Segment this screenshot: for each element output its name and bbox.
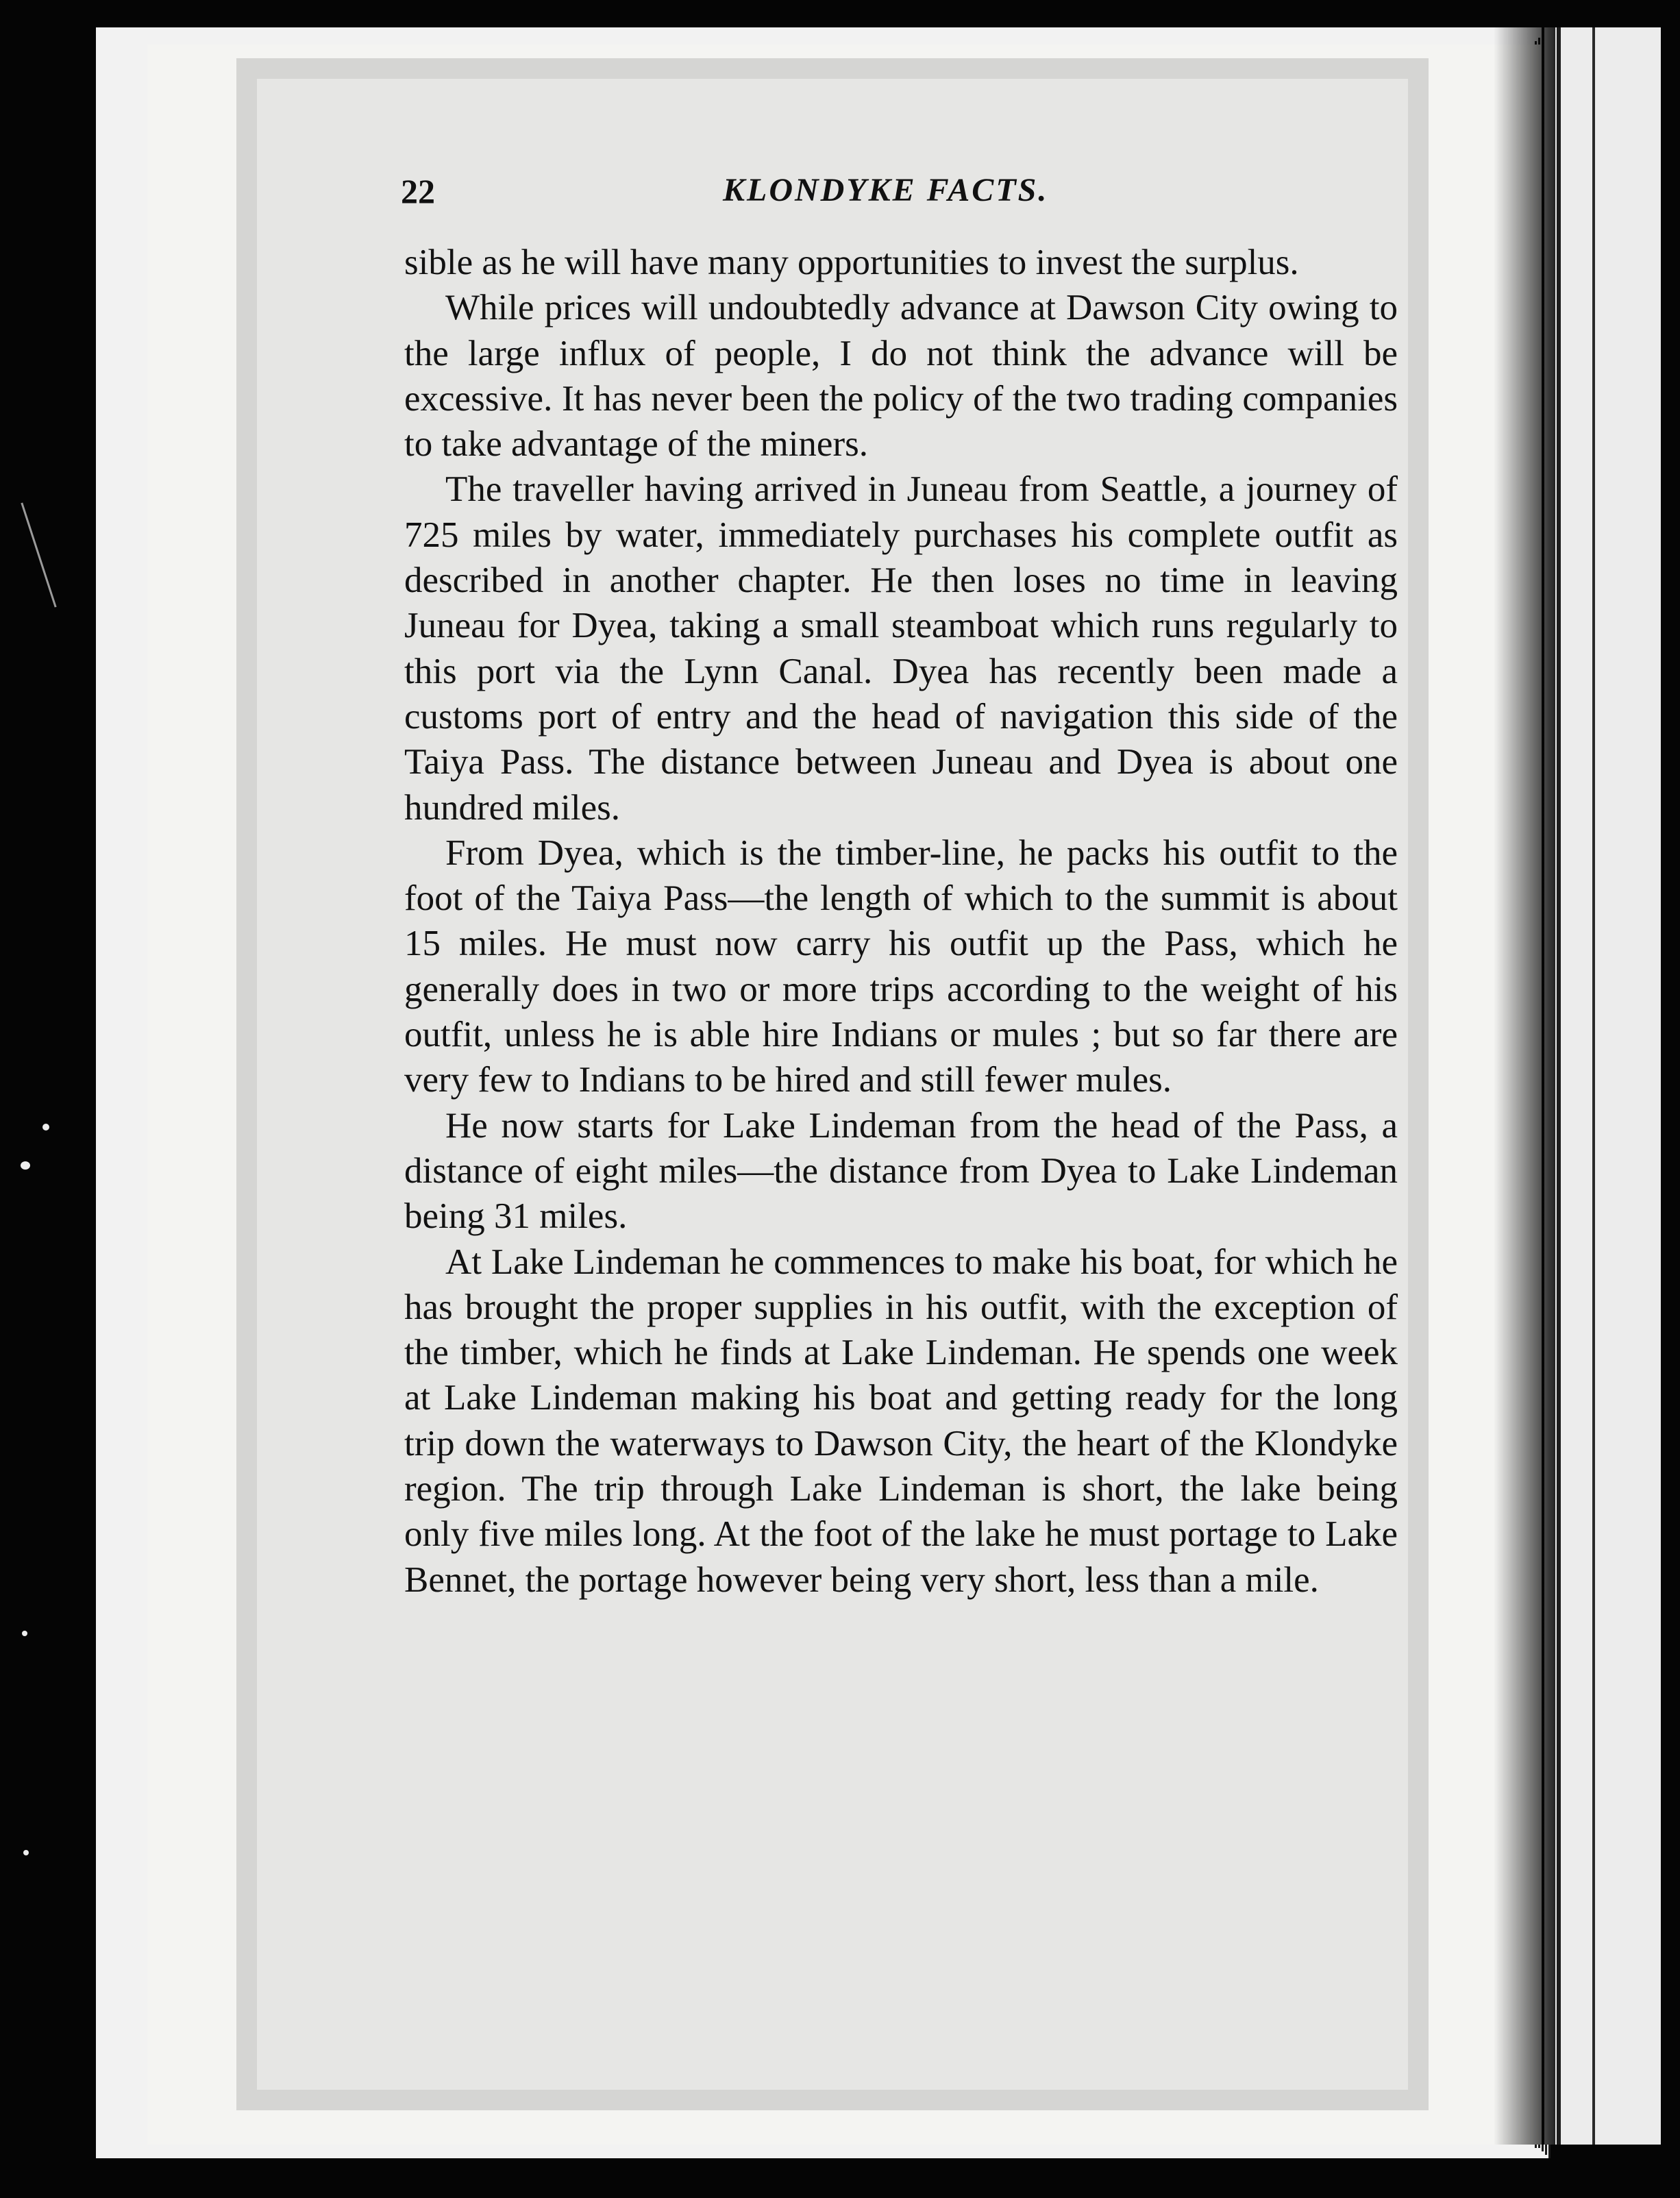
paragraph: While prices will undoubtedly advance at Dawson City owing to the large influx of people, I do not think the advance will be excessive. It has never been the policy of the two trading companies to take advantage of the miners. bbox=[404, 288, 1398, 465]
scan-speck bbox=[21, 1161, 30, 1170]
paragraph: He now starts for Lake Lindeman from the head of the Pass, a distance of eight miles—the distance from Dyea to Lake Lindeman being 31 miles. bbox=[404, 1105, 1398, 1237]
paragraph: At Lake Lindeman he commences to make his boat, for which he has brought the proper supplies in his outfit, with the exception of the timber, which he finds at Lake Lindeman. He spends one week at Lake Lindeman making his boat and getting ready for the long trip down the waterways to Dawson City, the heart of the Klondyke region. The trip through Lake Lindeman is short, the lake being only five miles long. At the foot of the lake he must portage to Lake Bennet, the portage however being very short, less than a mile. bbox=[404, 1242, 1398, 1600]
scan-speck bbox=[23, 1850, 29, 1855]
scan-speck bbox=[42, 1124, 49, 1131]
page-number: 22 bbox=[401, 172, 435, 210]
gutter-shadow bbox=[1494, 27, 1555, 2145]
scan-speck bbox=[22, 1631, 27, 1636]
scan-scratch bbox=[21, 502, 56, 607]
paragraph: The traveller having arrived in Juneau from Seattle, a journey of 725 miles by water, immediately purchases his complete outfit as described in another chapter. He then loses no time in leaving Juneau for Dyea, taking a small steamboat which runs regularly to this port via the Lynn Canal. Dyea has recently been made a customs port of entry and the head of navigation this side of the Taiya Pass. The distance between Juneau and Dyea is about one hundred miles. bbox=[404, 469, 1398, 828]
page-header bbox=[401, 171, 1401, 226]
paragraph: From Dyea, which is the timber-line, he packs his outfit to the foot of the Taiya Pass—the length of which to the summit is about 15 miles. He must now carry his outfit up the Pass, which he generally does in two or more trips according to the weight of his outfit, unless he is able hire Indians or mules ; but so far there are very few to Indians to be hired and still fewer mules. bbox=[404, 832, 1398, 1100]
paragraph: sible as he will have many opportunities to invest the surplus. bbox=[404, 243, 1299, 282]
body-text bbox=[404, 240, 1398, 1603]
running-title: KLONDYKE FACTS. bbox=[723, 172, 1049, 208]
facing-page-stack bbox=[1542, 27, 1661, 2145]
